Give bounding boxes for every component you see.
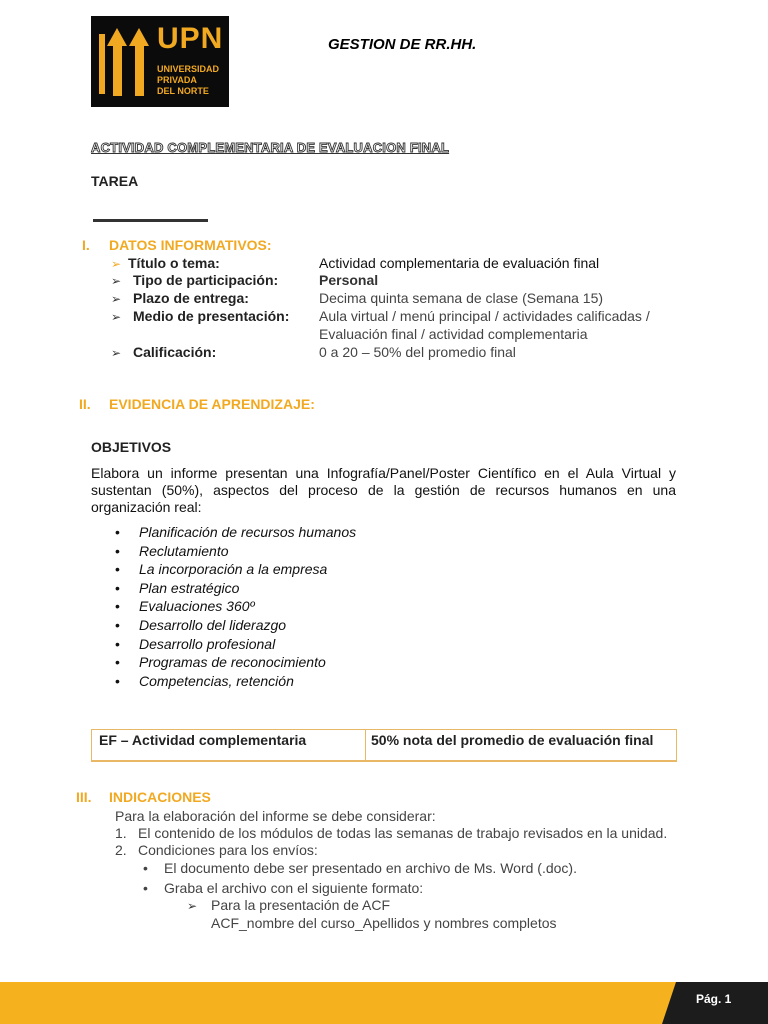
arrow-bullet-icon: ➢ bbox=[111, 346, 122, 360]
list-item: • Reclutamiento bbox=[115, 542, 356, 561]
list-item: • Desarrollo del liderazgo bbox=[115, 616, 356, 635]
table-cell-left: EF – Actividad complementaria bbox=[99, 732, 307, 748]
info-value-medio-cont: Evaluación final / actividad complementaria bbox=[319, 326, 588, 342]
logo-brand: UPN bbox=[157, 22, 224, 55]
arrow-bullet-icon: ➢ bbox=[111, 257, 122, 271]
info-label-calificacion: Calificación: bbox=[133, 344, 217, 360]
indicaciones-sub2: Graba el archivo con el siguiente formato: bbox=[164, 880, 424, 896]
list-item: • Plan estratégico bbox=[115, 579, 356, 598]
info-row-plazo bbox=[111, 290, 121, 306]
info-value-titulo: Actividad complementaria de evaluación final bbox=[319, 255, 600, 271]
indicaciones-item2-number: 2. bbox=[115, 842, 127, 858]
list-item: • Desarrollo profesional bbox=[115, 635, 356, 654]
section2-number: II. bbox=[79, 396, 91, 412]
list-item: • Evaluaciones 360º bbox=[115, 597, 356, 616]
indicaciones-subsub2: ACF_nombre del curso_Apellidos y nombres completos bbox=[211, 915, 557, 931]
indicaciones-intro: Para la elaboración del informe se debe considerar: bbox=[115, 808, 436, 824]
indicaciones-subsub1: Para la presentación de ACF bbox=[211, 897, 390, 913]
info-row-medio bbox=[111, 308, 121, 324]
info-row-calificacion bbox=[111, 344, 121, 360]
logo-subtitle: UNIVERSIDAD PRIVADA DEL NORTE bbox=[157, 64, 220, 96]
info-value-medio: Aula virtual / menú principal / actividades calificadas / bbox=[319, 308, 650, 324]
section1-number: I. bbox=[82, 237, 90, 253]
upn-arrow-logo-icon bbox=[91, 16, 157, 107]
indicaciones-item1-number: 1. bbox=[115, 825, 127, 841]
footer-accent bbox=[662, 982, 676, 1024]
info-value-tipo: Personal bbox=[319, 272, 379, 288]
info-label-medio: Medio de presentación: bbox=[133, 308, 290, 324]
bullet-icon: • bbox=[143, 880, 148, 896]
objetivos-heading: OBJETIVOS bbox=[91, 439, 172, 455]
indicaciones-item1: El contenido de los módulos de todas las semanas de trabajo revisados en la unidad. bbox=[138, 825, 668, 841]
list-item: • Planificación de recursos humanos bbox=[115, 523, 356, 542]
section3-number: III. bbox=[76, 789, 92, 805]
upn-logo bbox=[91, 16, 229, 107]
info-row-titulo bbox=[111, 255, 121, 271]
bullet-icon: • bbox=[143, 860, 148, 876]
activity-title: ACTIVIDAD COMPLEMENTARIA DE EVALUACION FINAL bbox=[91, 140, 450, 155]
evaluation-table bbox=[91, 729, 677, 762]
info-label-plazo: Plazo de entrega: bbox=[133, 290, 249, 306]
page-footer bbox=[0, 982, 768, 1024]
info-label-titulo: Título o tema: bbox=[128, 255, 220, 271]
page-number: Pág. 1 bbox=[696, 992, 732, 1006]
topics-list bbox=[115, 523, 356, 690]
info-label-tipo: Tipo de participación: bbox=[133, 272, 279, 288]
section2-title: EVIDENCIA DE APRENDIZAJE: bbox=[109, 396, 315, 412]
arrow-bullet-icon: ➢ bbox=[111, 274, 122, 288]
divider bbox=[93, 219, 208, 222]
header-title: GESTION DE RR.HH. bbox=[328, 36, 477, 53]
table-divider bbox=[365, 730, 366, 761]
indicaciones-sub1: El documento debe ser presentado en archivo de Ms. Word (.doc). bbox=[164, 860, 577, 876]
arrow-bullet-icon: ➢ bbox=[111, 310, 122, 324]
section1-title: DATOS INFORMATIVOS: bbox=[109, 237, 272, 253]
objetivos-paragraph: Elabora un informe presentan una Infografía/Panel/Poster Científico en el Aula Virtual y sustentan (50%), aspectos del proceso de la gestión de recursos humanos en una organización real: bbox=[91, 465, 676, 515]
info-value-plazo: Decima quinta semana de clase (Semana 15) bbox=[319, 290, 604, 306]
list-item: • Competencias, retención bbox=[115, 672, 356, 691]
indicaciones-item2: Condiciones para los envíos: bbox=[138, 842, 318, 858]
arrow-bullet-icon: ➢ bbox=[111, 292, 122, 306]
section3-title: INDICACIONES bbox=[109, 789, 211, 805]
arrow-bullet-icon: ➢ bbox=[187, 899, 198, 913]
info-value-calificacion: 0 a 20 – 50% del promedio final bbox=[319, 344, 516, 360]
tarea-label: TAREA bbox=[91, 173, 139, 189]
list-item: • Programas de reconocimiento bbox=[115, 653, 356, 672]
list-item: • La incorporación a la empresa bbox=[115, 560, 356, 579]
table-cell-right: 50% nota del promedio de evaluación final bbox=[371, 732, 654, 748]
info-row-tipo bbox=[111, 272, 121, 288]
